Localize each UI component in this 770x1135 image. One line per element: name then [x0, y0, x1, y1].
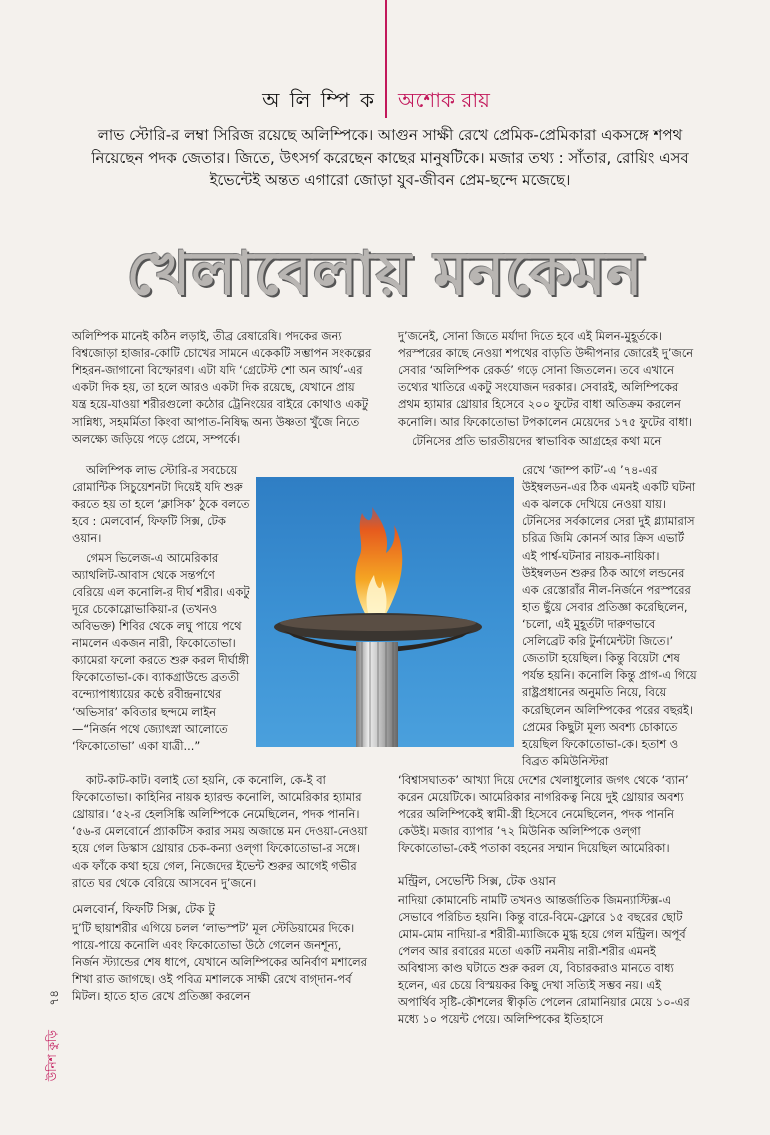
column-1-side — [72, 462, 250, 757]
page-number: ৭৪ — [47, 990, 61, 1006]
paragraph: টেনিসের প্রতি ভারতীয়দের স্বাভাবিক আগ্রহের কথা মনে — [412, 433, 662, 448]
paragraph: দু’জনেই, সোনা জিতে মর্যাদা দিতে হবে এই মিলন-মুহূর্তকে। পরস্পরের কাছে নেওয়া শপথের বাড়তি উদ্দীপনার জোরেই দু’জনে সেবার ‘অলিম্পিক রেকর্ড’ গড়ে সোনা জিতলেন। তবে এখানে তথ্যের খাতিরে একটু সংযোজন দরকার। সেবারই, অলিম্পিকের প্রথম হ্যামার থ্রোয়ার হিসেবে ২০০ ফুটের বাধা অতিক্রম করলেন কনোলি। আর ফিকোতোভা টপকালেন মেয়েদের ১৭৫ ফুটের বাধা। — [398, 329, 694, 429]
subheading: মন্ট্রিল, সেভেন্টি সিক্স, টেক ওয়ান — [398, 873, 556, 888]
column-2-bottom — [398, 772, 698, 1030]
paragraph: ‘বিশ্বাসঘাতক’ আখ্যা দিয়ে দেশের খেলাধুলোর জগৎ থেকে ‘ব্যান’ করেন মেয়েটিকে। আমেরিকার নাগরিকত্ব নিয়ে দুই থ্রোয়ার অবশ্য পরের অলিম্পিকেই স্বামী-স্ত্রী হিসেবে নেমেছিলেন, পদক পাননি কেউই। মজার ব্যাপার ’৭২ মিউনিক অলিম্পিকে ওল্‌গা ফিকোতোভা-কেই পতাকা বহনের সম্মান দিয়েছিল আমেরিকা। — [398, 773, 689, 856]
column-1-top — [72, 328, 372, 450]
paragraph: রেখে ‘জাম্প কাট’-এ ’৭৪-এর উইম্বলডন-এর ঠিক এমনই একটি ঘটনা এক ঝলকে দেখিয়ে নেওয়া যায়। টেনিসের সর্বকালের সেরা দুই গ্ল্যামারাস চরিত্র জিমি কোনর্স আর ক্রিস এভার্ট এই পার্শ্ব-ঘটনার নায়ক-নায়িকা। উইম্বলডন শুরুর ঠিক আগে লন্ডনের এক রেস্তোরাঁর নীল-নির্জনে পরস্পরের হাত ছুঁয়ে সেবার প্রতিজ্ঞা করেছিলেন, ‘চলো, এই মুহূর্তটা দারুণভাবে সেলিব্রেট করি টুর্নামেন্টটা জিতে।’ জেতাটা হয়েছিল। কিন্তু বিয়েটা শেষ পর্যন্ত হয়নি। কনোলি কিন্তু প্রাগ-এ গিয়ে রাষ্ট্রপ্রধানের অনুমতি নিয়ে, বিয়ে করেছিলেন অলিম্পিকের পরের বছরই। প্রেমের কিছুটা মূল্য অবশ্য চোকাতে হয়েছিল ফিকোতোভা-কে। হতাশ ও বিব্রত কমিউনিস্টরা — [522, 463, 697, 768]
column-2-top — [398, 328, 698, 452]
author-name: অশোক রায় — [398, 88, 490, 112]
paragraph: দু’টি ছায়াশরীর এগিয়ে চলল ‘লাভস্পট’ মূল স্টেডিয়ামের দিকে। পায়ে-পায়ে কনোলি এবং ফিকোতোভা উঠে গেলেন জনশূন্য, নির্জন স্ট্যান্ডের শেষ ধাপে, যেখানে অলিম্পিকের অনির্বাণ মশালের শিখা রাত জাগছে। ওই পবিত্র মশালকে সাক্ষী রেখে বাগ্‌দান-পর্ব মিটল। হাতে হাত রেখে প্রতিজ্ঞা করলেন — [72, 920, 367, 1004]
subheading: মেলবোর্ন, ফিফটি সিক্স, টেক টু — [72, 901, 215, 916]
paragraph: নাদিয়া কোমানেচি নামটি তখনও আন্তর্জাতিক জিমন্যাস্টিক্স-এ সেভাবে পরিচিত হয়নি। কিন্তু বারে-বিমে-ফ্লোরে ১৫ বছরের ছোট মোম-মোম নাদিয়া-র শরীরী-ম্যাজিকে মুগ্ধ হয়ে গেল মন্ট্রিল। অপূর্ব পেলব আর রবারের মতো একটি নমনীয় নারী-শরীর এমনই অবিশ্বাস্য কাণ্ড ঘটাতে শুরু করল যে, বিচারকরাও মানতে বাধ্য হলেন, এর চেয়ে বিস্ময়কর কিছু দেখা সত্যিই সম্ভব নয়। এই অপার্থিব সৃষ্টি-কৌশলের স্বীকৃতি পেলেন রোমানিয়ার মেয়ে ১০-এর মধ্যে ১০ পয়েন্ট পেয়ে। অলিম্পিকের ইতিহাসে — [398, 892, 690, 1027]
headline: খেলাবেলায় মনকেমন — [126, 239, 644, 309]
paragraph: কাট-কাট-কাট। বলাই তো হয়নি, কে কনোলি, কে-ই বা ফিকোতোভা। কাহিনির নায়ক হ্যারল্ড কনোলি, আমেরিকার হ্যামার থ্রোয়ার। ‘৫২-র হেলসিঙ্কি অলিম্পিকে নেমেছিলেন, পদক পাননি। ‘৫৬-র মেলবোর্নে প্র্যাকটিস করার সময় অজান্তে মন দেওয়া-নেওয়া হয়ে গেল ডিস্কাস থ্রোয়ার চেক-কন্যা ওল্‌গা ফিকোতোভা-র সঙ্গে। এক ফাঁকে কথা হয়ে গেল, নিজেদের ইভেন্ট শুরুর আগেই গভীর রাতে ঘর থেকে বেরিয়ে আসবেন দু’জনে। — [72, 773, 368, 890]
paragraph: অলিম্পিক লাভ স্টোরি-র সবচেয়ে রোমান্টিক সিচুয়েশনটা দিয়েই যদি শুরু করতে হয় তা হলে ‘ক্লাসিক’ ঠুকে বলতে হবে : মেলবোর্ন, ফিফটি সিক্স, টেক ওয়ান। — [72, 463, 250, 546]
paragraph: অলিম্পিক মানেই কঠিন লড়াই, তীব্র রেষারেষি। পদকের জন্য বিশ্বজোড়া হাজার-কোটি চোখের সামনে একেকটি সম্ভাপন সংকল্পের শিহরন-জাগানো বিস্ফোরণ। এটা যদি ‘গ্রেটেস্ট শো অন আর্থ’-এর একটা দিক হয়, তা হলে আরও একটা দিক রয়েছে, যেখানে প্রায় যন্ত্র হয়ে-যাওয়া শরীরগুলো কঠোর ট্রেনিংয়ের বাইরে কোথাও একটু সান্নিধ্য, সহমর্মিতা কিংবা আপাত-নিষিদ্ধ অন্য উষ্ণতা খুঁজে নিতে অলক্ষ্যে জড়িয়ে পড়ে প্রেমে, সম্পর্কে। — [72, 329, 372, 446]
page-header — [0, 86, 770, 116]
magazine-name: উনিশ কুড়ি — [45, 1030, 59, 1082]
page-folio — [42, 990, 62, 1100]
column-2-side — [522, 462, 698, 772]
intro-standfirst: লাভ স্টোরি-র লম্বা সিরিজ রয়েছে অলিম্পিকে। আগুন সাক্ষী রেখে প্রেমিক-প্রেমিকারা একসঙ্গে শপথ নিয়েছেন পদক জেতার। জিতে, উৎসর্গ করেছেন কাছের মানুষটিকে। মজার তথ্য : সাঁতার, রোয়িং এসব ইভেন্টেই অন্তত এগারো জোড়া যুব-জীবন প্রেম-ছন্দে মজেছে। — [91, 126, 689, 189]
cauldron-illustration — [256, 477, 514, 747]
olympic-cauldron-photo — [256, 477, 514, 747]
section-label: অ লি ম্পি ক — [262, 88, 376, 112]
paragraph: গেমস ভিলেজ-এ আমেরিকার অ্যাথলিট-আবাস থেকে সন্তর্পণে বেরিয়ে এল কনোলি-র দীর্ঘ শরীর। একটু দূরে চেকোস্লোভাকিয়া-র (তখনও অবিভক্ত) শিবির থেকে লঘু পায়ে পথে নামলেন একজন নারী, ফিকোতোভা। ক্যামেরা ফলো করতে শুরু করল দীর্ঘাঙ্গী ফিকোতোভা-কে। ব্যাকগ্রাউন্ডে ব্রততী বন্দ্যোপাধ্যায়ের কণ্ঠে রবীন্দ্রনাথের ‘অভিসার’ কবিতার ছন্দমে লাইন—“নির্জন পথে জ্যোৎস্না আলোতে ‘ফিকোতোভা’ একা যাত্রী...” — [72, 550, 250, 753]
column-1-bottom — [72, 772, 372, 1007]
